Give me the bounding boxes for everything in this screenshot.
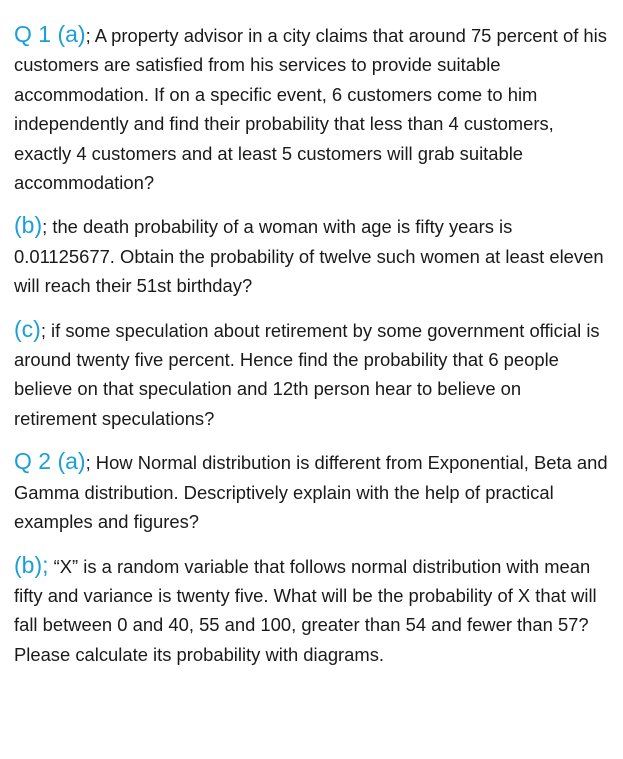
question-text: “X” is a random variable that follows normal distribution with mean fifty and variance is twenty five. What will be the probability of X that will fall between 0 and 40, 55 and 100, greater than 54 and fewer than 57? Please calculate its probability with diagrams. — [14, 555, 597, 665]
question-label: (b); — [14, 551, 49, 578]
question-1a — [14, 20, 609, 197]
question-text: ; A property advisor in a city claims that around 75 percent of his customers are satisfied from his services to provide suitable accommodation. If on a specific event, 6 customers come to him independently and find their probability that less than 4 customers, exactly 4 customers and at least 5 customers will grab suitable accommodation? — [14, 25, 607, 194]
question-text: ; the death probability of a woman with age is fifty years is 0.01125677. Obtain the probability of twelve such women at least eleven will reach their 51st birthday? — [14, 216, 604, 297]
question-text: ; if some speculation about retirement by some government official is around twenty five percent. Hence find the probability that 6 people believe on that speculation and 12th person hear to believe on retirement speculations? — [14, 319, 600, 429]
question-label: Q 2 (a) — [14, 448, 86, 475]
question-2b — [14, 551, 609, 670]
question-label: (b) — [14, 212, 43, 239]
question-label: (c) — [14, 315, 41, 342]
question-2a — [14, 447, 609, 536]
question-label: Q 1 (a) — [14, 21, 86, 47]
question-1c — [14, 315, 609, 434]
question-1b — [14, 211, 609, 300]
question-text: ; How Normal distribution is different from Exponential, Beta and Gamma distribution. Descriptively explain with the help of practical examples and figures? — [14, 452, 608, 533]
